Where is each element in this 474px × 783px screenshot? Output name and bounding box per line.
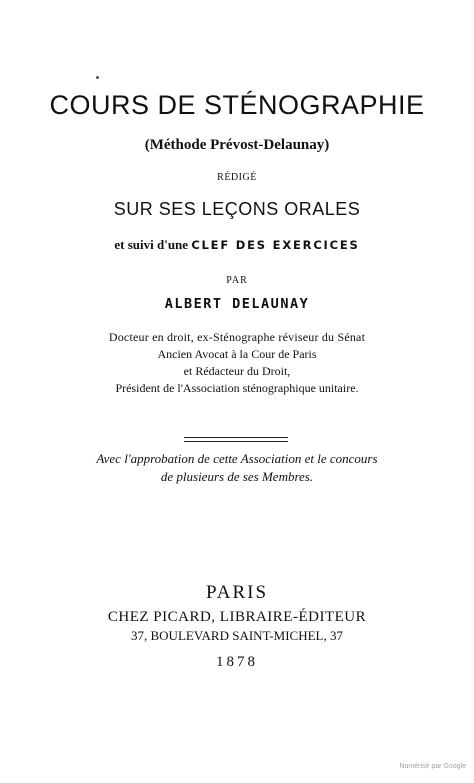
ornamental-double-rule [184, 437, 288, 442]
approbation-line: Avec l'approbation de cette Association et le concours [96, 451, 378, 466]
credential-line: Président de l'Association sténographique unitaire. [115, 381, 359, 395]
credential-line: et Rédacteur du Droit, [183, 364, 291, 378]
clef-des-exercices: CLEF DES EXERCICES [191, 238, 360, 252]
suivi-prefix: et suivi d'une [114, 237, 189, 252]
publication-year: 1878 [216, 654, 258, 670]
suivi-line [0, 237, 474, 253]
redige-label: RÉDIGÉ [217, 172, 257, 183]
publisher-address: 37, BOULEVARD SAINT-MICHEL, 37 [131, 628, 343, 643]
credential-line: Docteur en droit, ex-Sténographe réviseur du Sénat [108, 330, 366, 344]
credential-line: Ancien Avocat à la Cour de Paris [157, 347, 317, 361]
approbation-line: de plusieurs de ses Membres. [160, 469, 314, 484]
lecons-line: SUR SES LEÇONS ORALES [113, 199, 361, 219]
par-label: PAR [226, 275, 248, 286]
publisher-name: CHEZ PICARD, LIBRAIRE-ÉDITEUR [107, 609, 367, 625]
publication-city: PARIS [205, 582, 269, 603]
ink-speck [96, 76, 99, 79]
digitization-watermark: Numérisé par Google [399, 763, 466, 770]
author-name: ALBERT DELAUNAY [164, 296, 310, 312]
book-subtitle: (Méthode Prévost-Delaunay) [144, 137, 330, 153]
book-title: COURS DE STÉNOGRAPHIE [49, 90, 425, 120]
